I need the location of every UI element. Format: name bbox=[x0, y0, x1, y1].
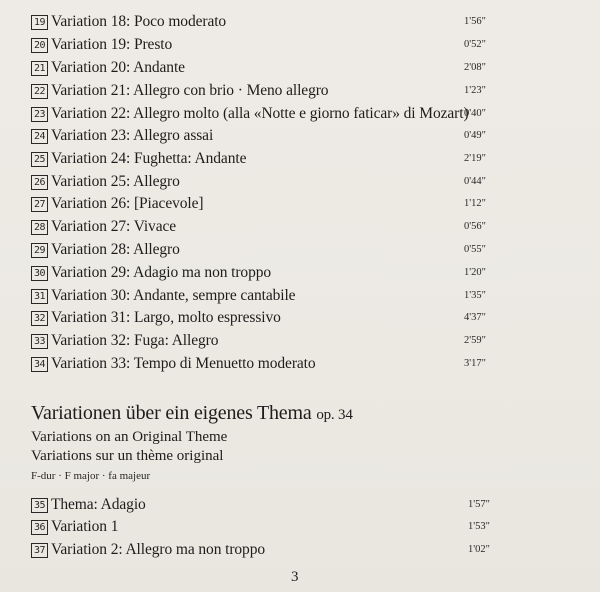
track-title: Variation 24: Fughetta: Andante bbox=[51, 150, 247, 167]
track-row bbox=[31, 58, 591, 80]
track-number: 27 bbox=[31, 197, 48, 212]
track-title: Variation 25: Allegro bbox=[51, 173, 180, 190]
track-number: 36 bbox=[31, 520, 48, 535]
track-duration: 2'59" bbox=[464, 335, 486, 346]
track-duration: 1'20" bbox=[464, 267, 486, 278]
track-title: Variation 19: Presto bbox=[51, 36, 173, 53]
track-row bbox=[31, 331, 591, 353]
track-duration: 1'35" bbox=[464, 290, 486, 301]
track-row bbox=[31, 286, 591, 308]
track-duration: 4'37" bbox=[464, 312, 486, 323]
track-title: Variation 33: Tempo di Menuetto moderato bbox=[51, 355, 316, 372]
track-title: Variation 21: Allegro con brio · Meno allegro bbox=[51, 82, 329, 99]
track-number: 29 bbox=[31, 243, 48, 258]
track-number: 31 bbox=[31, 289, 48, 304]
track-row bbox=[31, 35, 591, 57]
track-title: Variation 1 bbox=[51, 518, 119, 535]
track-number: 21 bbox=[31, 61, 48, 76]
track-row bbox=[31, 540, 591, 562]
track-duration: 1'57" bbox=[468, 499, 490, 510]
track-row bbox=[31, 217, 591, 239]
track-row bbox=[31, 263, 591, 285]
track-number: 25 bbox=[31, 152, 48, 167]
track-title: Variation 18: Poco moderato bbox=[51, 13, 227, 30]
track-duration: 1'23" bbox=[464, 85, 486, 96]
track-row bbox=[31, 308, 591, 330]
track-duration: 0'49" bbox=[464, 130, 486, 141]
track-title: Thema: Adagio bbox=[51, 496, 146, 513]
track-row bbox=[31, 354, 591, 376]
track-number: 33 bbox=[31, 334, 48, 349]
track-title: Variation 23: Allegro assai bbox=[51, 127, 214, 144]
track-row bbox=[31, 12, 591, 34]
track-number: 20 bbox=[31, 38, 48, 53]
track-row bbox=[31, 240, 591, 262]
track-row bbox=[31, 81, 591, 103]
track-number: 28 bbox=[31, 220, 48, 235]
track-number: 32 bbox=[31, 311, 48, 326]
track-duration: 1'12" bbox=[464, 198, 486, 209]
track-title: Variation 2: Allegro ma non troppo bbox=[51, 541, 265, 558]
track-row bbox=[31, 194, 591, 216]
track-row bbox=[31, 104, 591, 126]
track-title: Variation 27: Vivace bbox=[51, 218, 177, 235]
track-duration: 0'55" bbox=[464, 244, 486, 255]
track-duration: 2'08" bbox=[464, 62, 486, 73]
track-title: Variation 20: Andante bbox=[51, 59, 185, 76]
track-title: Variation 31: Largo, molto espressivo bbox=[51, 309, 281, 326]
track-title: Variation 28: Allegro bbox=[51, 241, 180, 258]
track-number: 35 bbox=[31, 498, 48, 513]
track-row bbox=[31, 517, 591, 539]
track-title: Variation 29: Adagio ma non troppo bbox=[51, 264, 272, 281]
track-number: 24 bbox=[31, 129, 48, 144]
work-subtitle-fr: Variations sur un thème original bbox=[31, 448, 224, 464]
track-number: 23 bbox=[31, 107, 48, 122]
track-number: 30 bbox=[31, 266, 48, 281]
track-number: 19 bbox=[31, 15, 48, 30]
track-duration: 0'52" bbox=[464, 39, 486, 50]
track-duration: 0'56" bbox=[464, 221, 486, 232]
track-duration: 0'40" bbox=[464, 108, 486, 119]
track-duration: 1'53" bbox=[468, 521, 490, 532]
track-title: Variation 26: [Piacevole] bbox=[51, 195, 204, 212]
track-duration: 1'02" bbox=[468, 544, 490, 555]
track-title: Variation 30: Andante, sempre cantabile bbox=[51, 287, 296, 304]
page-number: 3 bbox=[291, 569, 299, 585]
track-row bbox=[31, 149, 591, 171]
track-row bbox=[31, 495, 591, 517]
track-number: 34 bbox=[31, 357, 48, 372]
track-duration: 0'44" bbox=[464, 176, 486, 187]
track-title: Variation 22: Allegro molto (alla «Notte e giorno faticar» di Mozart) bbox=[51, 105, 469, 122]
work-opus: op. 34 bbox=[316, 407, 353, 423]
work-subtitle-en: Variations on an Original Theme bbox=[31, 429, 228, 445]
track-duration: 2'19" bbox=[464, 153, 486, 164]
work-title: Variationen über ein eigenes Thema bbox=[31, 402, 312, 424]
work-heading bbox=[31, 401, 353, 427]
track-title: Variation 32: Fuga: Allegro bbox=[51, 332, 219, 349]
track-row bbox=[31, 126, 591, 148]
track-duration: 3'17" bbox=[464, 358, 486, 369]
track-duration: 1'56" bbox=[464, 16, 486, 27]
track-row bbox=[31, 172, 591, 194]
track-number: 37 bbox=[31, 543, 48, 558]
work-key: F-dur · F major · fa majeur bbox=[31, 470, 151, 482]
track-number: 22 bbox=[31, 84, 48, 99]
track-number: 26 bbox=[31, 175, 48, 190]
